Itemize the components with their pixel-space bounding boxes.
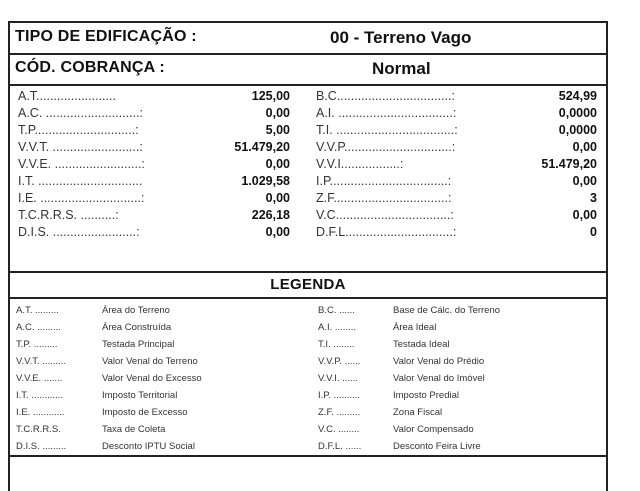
value-row <box>10 123 606 141</box>
legend-row <box>10 356 606 373</box>
value-row <box>10 157 606 175</box>
value-amount: 51.479,20 <box>234 140 290 154</box>
legend-abbr: A.I. ........ <box>318 322 357 333</box>
legend-abbr: T.I. ........ <box>318 339 355 350</box>
legend-desc: Valor Compensado <box>393 424 474 435</box>
tipo-edificacao-value: 00 - Terreno Vago <box>330 28 472 47</box>
legend-abbr: V.V.I. ...... <box>318 373 358 384</box>
value-amount: 226,18 <box>251 208 290 222</box>
value-amount: 51.479,20 <box>541 157 597 171</box>
legend-section <box>10 305 606 461</box>
legend-row <box>10 390 606 407</box>
value-label: I.P..................................: <box>316 174 452 188</box>
value-label: A.T....................... <box>18 89 116 103</box>
legend-row <box>10 305 606 322</box>
value-amount: 125,00 <box>251 89 290 103</box>
legend-row <box>10 339 606 356</box>
value-amount: 0,0000 <box>558 123 597 137</box>
value-label: A.C. ...........................: <box>18 106 144 120</box>
value-amount: 0,00 <box>265 225 290 239</box>
legend-row <box>10 407 606 424</box>
legend-desc: Base de Cálc. do Terreno <box>393 305 501 316</box>
legend-row <box>10 322 606 339</box>
legend-abbr: V.V.P. ...... <box>318 356 361 367</box>
legend-abbr: A.T. ......... <box>16 305 59 316</box>
value-label: V.V.T. .........................: <box>18 140 143 154</box>
value-amount: 0 <box>590 225 597 239</box>
value-amount: 0,0000 <box>558 106 597 120</box>
legend-desc: Valor Venal do Terreno <box>102 356 198 367</box>
value-label: V.V.I.................: <box>316 157 404 171</box>
legend-row <box>10 373 606 390</box>
value-amount: 524,99 <box>558 89 597 103</box>
value-amount: 3 <box>590 191 597 205</box>
value-label: A.I. .................................: <box>316 106 457 120</box>
legend-abbr: B.C. ...... <box>318 305 355 316</box>
value-label: I.E. .............................: <box>18 191 145 205</box>
value-label: Z.F.................................: <box>316 191 452 205</box>
value-amount: 0,00 <box>572 208 597 222</box>
values-section <box>10 85 606 273</box>
value-label: B.C.................................: <box>316 89 455 103</box>
legend-title: LEGENDA <box>10 273 606 299</box>
value-row <box>10 140 606 158</box>
legend-desc: Valor Venal do Excesso <box>102 373 202 384</box>
tipo-edificacao-label: TIPO DE EDIFICAÇÃO : <box>15 28 197 45</box>
legend-abbr: Z.F. ......... <box>318 407 361 418</box>
legend-abbr: I.E. ............ <box>16 407 65 418</box>
legend-abbr: V.C. ........ <box>318 424 360 435</box>
value-label: V.V.E. .........................: <box>18 157 145 171</box>
legend-desc: Desconto IPTU Social <box>102 441 195 452</box>
bottom-divider <box>10 455 606 457</box>
legend-abbr: T.C.R.R.S. <box>16 424 61 435</box>
legend-desc: Valor Venal do Imóvel <box>393 373 485 384</box>
value-row <box>10 208 606 226</box>
legend-desc: Área do Terreno <box>102 305 170 316</box>
value-label: V.C.................................: <box>316 208 454 222</box>
value-label: I.T. .............................. <box>18 174 143 188</box>
legend-abbr: T.P. ......... <box>16 339 58 350</box>
cod-cobranca-label: CÓD. COBRANÇA : <box>15 59 165 76</box>
legend-desc: Zona Fiscal <box>393 407 443 418</box>
value-amount: 0,00 <box>572 140 597 154</box>
legend-desc: Imposto de Excesso <box>102 407 188 418</box>
legend-desc: Imposto Predial <box>393 390 460 401</box>
value-label: T.C.R.R.S. ..........: <box>18 208 119 222</box>
legend-desc: Desconto Feira Livre <box>393 441 481 452</box>
value-label: T.I. ..................................: <box>316 123 458 137</box>
value-amount: 5,00 <box>265 123 290 137</box>
legend-desc: Valor Venal do Prédio <box>393 356 485 367</box>
legend-abbr: V.V.T. ......... <box>16 356 66 367</box>
value-row <box>10 106 606 124</box>
value-label: T.P.............................: <box>18 123 139 137</box>
legend-desc: Imposto Territorial <box>102 390 178 401</box>
legend-desc: Testada Principal <box>102 339 175 350</box>
value-amount: 0,00 <box>265 191 290 205</box>
cod-cobranca-value: Normal <box>372 59 431 78</box>
legend-abbr: A.C. ......... <box>16 322 61 333</box>
legend-abbr: I.T. ............ <box>16 390 63 401</box>
value-label: V.V.P...............................: <box>316 140 456 154</box>
legend-abbr: D.F.L. ...... <box>318 441 362 452</box>
value-label: D.I.S. ........................: <box>18 225 140 239</box>
value-amount: 1.029,58 <box>241 174 290 188</box>
tax-document <box>8 21 608 491</box>
value-amount: 0,00 <box>265 106 290 120</box>
legend-desc: Testada Ideal <box>393 339 450 350</box>
value-row <box>10 191 606 209</box>
row-tipo-edificacao <box>10 23 606 55</box>
legend-desc: Área Construída <box>102 322 172 333</box>
value-row <box>10 225 606 243</box>
legend-desc: Área Ideal <box>393 322 437 333</box>
value-amount: 0,00 <box>265 157 290 171</box>
value-label: D.F.L...............................: <box>316 225 457 239</box>
value-amount: 0,00 <box>572 174 597 188</box>
legend-desc: Taxa de Coleta <box>102 424 166 435</box>
legend-abbr: I.P. .......... <box>318 390 361 401</box>
value-row <box>10 174 606 192</box>
legend-row <box>10 424 606 441</box>
value-row <box>10 89 606 107</box>
legend-abbr: V.V.E. ....... <box>16 373 63 384</box>
row-cod-cobranca <box>10 54 606 86</box>
legend-abbr: D.I.S. ......... <box>16 441 67 452</box>
